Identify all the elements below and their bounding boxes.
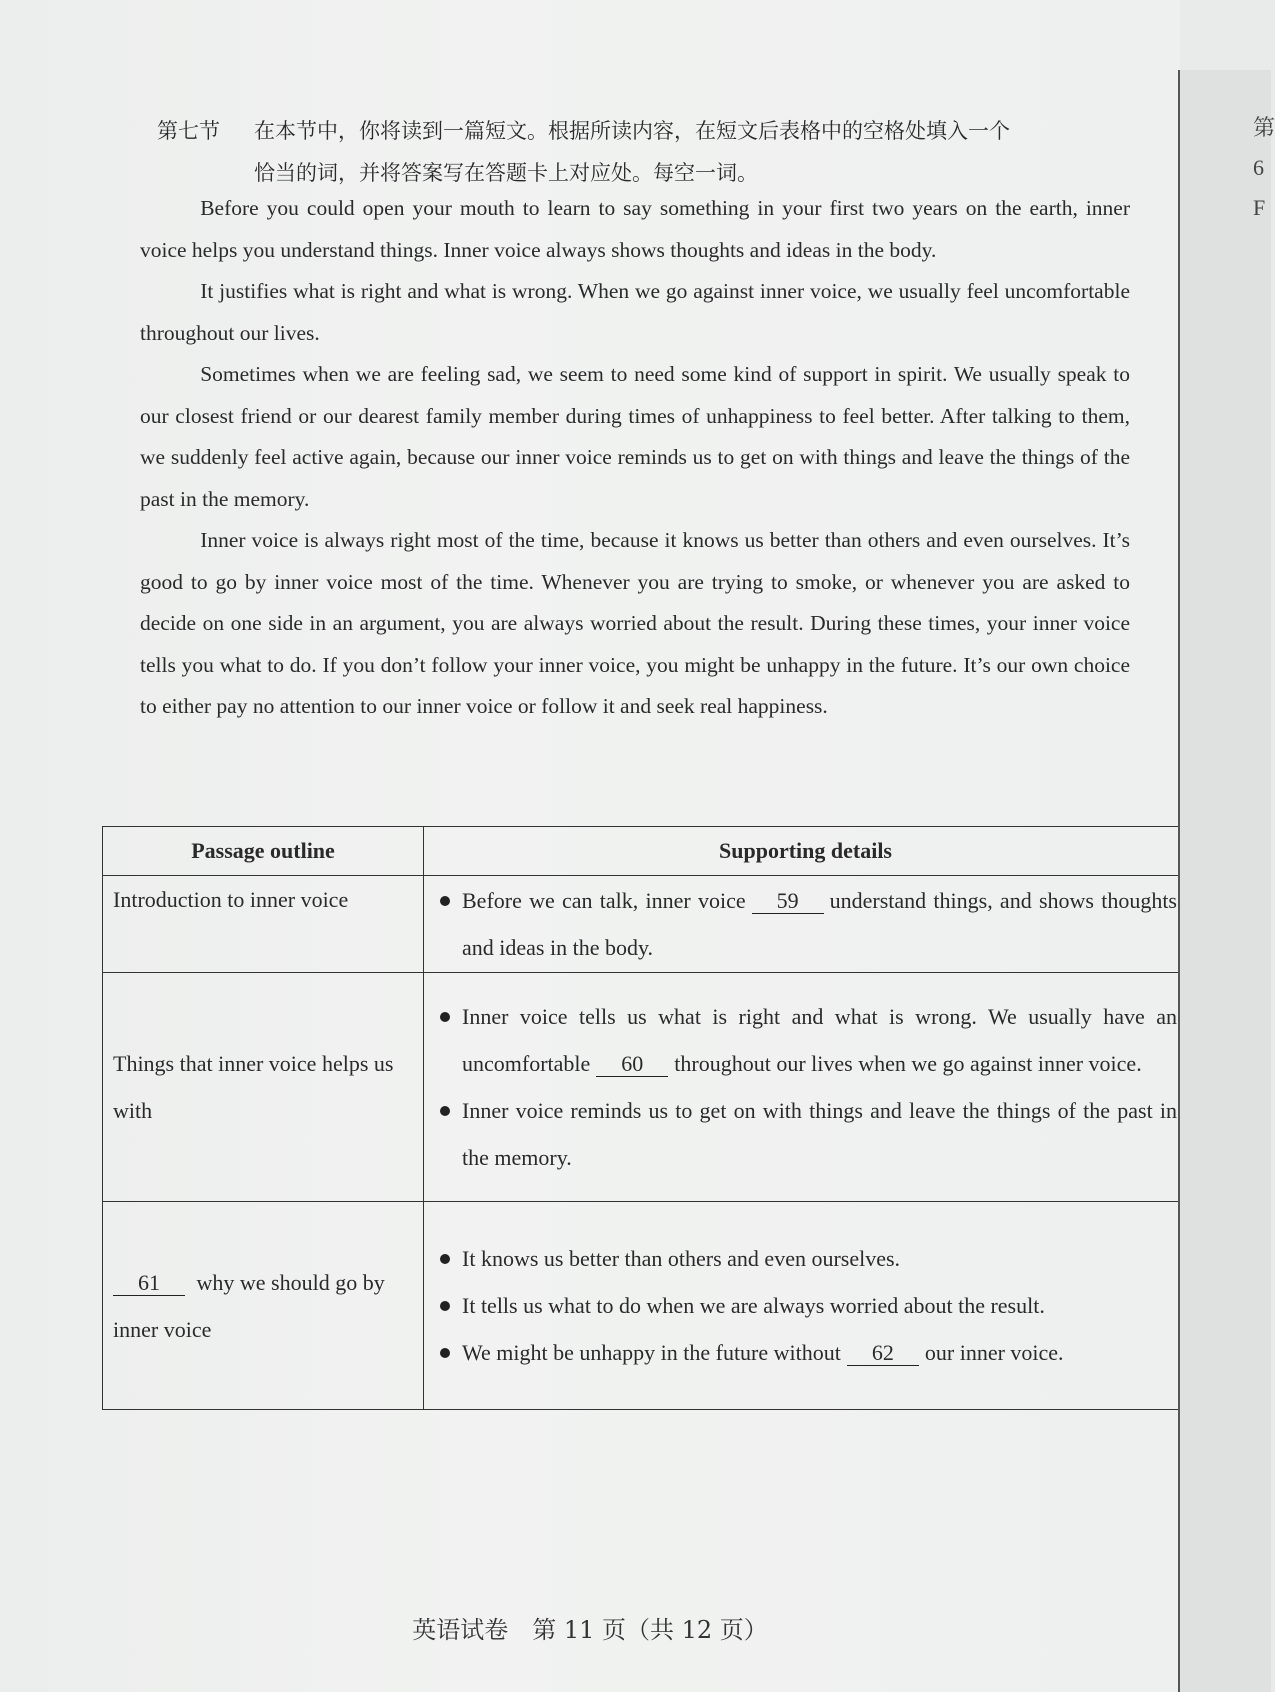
passage-paragraph-4: Inner voice is always right most of the time, because it knows us better than others and even ourselves. It’s good to go by inner voice most of the time. Whenever you are trying to smoke, or whenever you are asked to decide on one side in an argument, you are always worried about the result. During these times, your inner voice tells you what to do. If you don’t follow your inner voice, you might be unhappy in the future. It’s our own choice to either pay no attention to our inner voice or follow it and seek real happiness. bbox=[140, 528, 1130, 718]
detail-item bbox=[434, 1235, 1177, 1282]
outline-cell bbox=[103, 1202, 424, 1410]
section-instructions bbox=[157, 110, 1117, 194]
header-passage-outline: Passage outline bbox=[103, 827, 424, 876]
outline-text: Introduction to inner voice bbox=[113, 886, 349, 912]
passage-paragraph-1: Before you could open your mouth to learn to say something in your first two years on the earth, inner voice helps you understand things. Inner voice always shows thoughts and ideas in the body. bbox=[140, 196, 1130, 262]
detail-item bbox=[434, 877, 1177, 971]
table-row bbox=[103, 1202, 1188, 1410]
detail-item bbox=[434, 1329, 1177, 1376]
header-supporting-details: Supporting details bbox=[424, 827, 1188, 876]
reading-passage bbox=[140, 188, 1130, 728]
detail-item bbox=[434, 1087, 1177, 1181]
detail-item bbox=[434, 1282, 1177, 1329]
outline-text: why we should go by inner voice bbox=[113, 1269, 385, 1342]
adjacent-page-edge bbox=[1178, 70, 1275, 1692]
passage-paragraph-3: Sometimes when we are feeling sad, we seem to need some kind of support in spirit. We usually speak to our closest friend or our dearest family member during times of unhappiness to feel better. After talking to them, we suddenly feel active again, because our inner voice reminds us to get on with things and leave the things of the past in the memory. bbox=[140, 362, 1130, 511]
detail-text: Inner voice tells us what is right and what is wrong. We usually have an uncomfortable bbox=[462, 1003, 1177, 1076]
detail-text: understand things, and shows thoughts and ideas in the body. bbox=[462, 887, 1177, 960]
answer-blank-62[interactable]: 62 bbox=[847, 1341, 919, 1366]
detail-text: our inner voice. bbox=[924, 1340, 1064, 1366]
instruction-line-2: 恰当的词，并将答案写在答题卡上对应处。每空一词。 bbox=[254, 161, 758, 185]
table-header-row bbox=[103, 827, 1188, 876]
detail-text: It knows us better than others and even ourselves. bbox=[462, 1246, 901, 1272]
table-row bbox=[103, 875, 1188, 972]
detail-text: It tells us what to do when we are always worried about the result. bbox=[462, 1293, 1045, 1319]
outline-cell bbox=[103, 875, 424, 972]
passage-paragraph-2: It justifies what is right and what is wrong. When we go against inner voice, we usually feel uncomfortable throughout our lives. bbox=[140, 279, 1130, 345]
detail-text: We might be unhappy in the future without bbox=[462, 1340, 841, 1366]
outline-text: Things that inner voice helps us with bbox=[113, 1050, 394, 1123]
detail-text: throughout our lives when we go against inner voice. bbox=[674, 1050, 1142, 1076]
answer-blank-59[interactable]: 59 bbox=[752, 889, 824, 914]
table-row bbox=[103, 972, 1188, 1201]
details-cell bbox=[424, 1202, 1188, 1410]
answer-blank-61[interactable]: 61 bbox=[113, 1271, 185, 1296]
answer-blank-60[interactable]: 60 bbox=[596, 1052, 668, 1077]
adjacent-page-text: 第 6 F bbox=[1253, 115, 1275, 220]
details-cell bbox=[424, 972, 1188, 1201]
page-footer: 英语试卷 第 11 页（共 12 页） bbox=[412, 1616, 768, 1644]
detail-text: Inner voice reminds us to get on with things and leave the things of the past in the memory. bbox=[462, 1097, 1177, 1170]
detail-item bbox=[434, 993, 1177, 1087]
detail-text: Before we can talk, inner voice bbox=[462, 887, 746, 913]
section-label: 第七节 bbox=[157, 119, 220, 143]
outline-table bbox=[102, 826, 1188, 1410]
instruction-line-1: 在本节中，你将读到一篇短文。根据所读内容，在短文后表格中的空格处填入一个 bbox=[254, 119, 1010, 143]
outline-cell bbox=[103, 972, 424, 1201]
details-cell bbox=[424, 875, 1188, 972]
